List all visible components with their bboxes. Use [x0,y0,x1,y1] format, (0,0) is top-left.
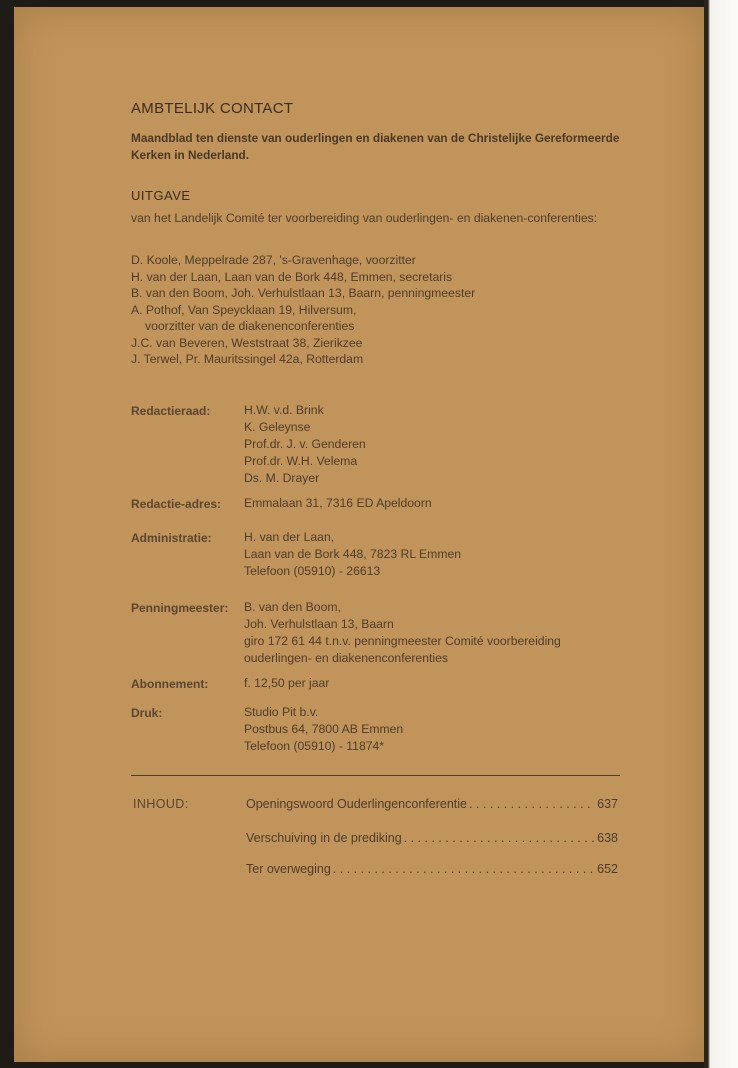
magazine-title: AMBTELIJK CONTACT [131,100,294,117]
administratie-label: Administratie: [131,531,212,545]
toc-entry-page: 638 [597,831,618,845]
toc-entry-title: Verschuiving in de prediking [246,831,402,845]
address-line: Telefoon (05910) - 26613 [244,564,381,578]
magazine-subtitle: Maandblad ten dienste van ouderlingen en diakenen van de Christelijke Gereformeerde Kerken in Nederland. [131,131,620,162]
page-edge [704,0,738,1068]
redactieraad-value [244,402,366,487]
address-line: Postbus 64, 7800 AB Emmen [244,722,404,736]
committee-member-role: voorzitter van de diakenenconferenties [145,319,355,333]
redactieraad-label: Redactieraad: [131,404,211,418]
redactie-adres-label: Redactie-adres: [131,497,222,511]
administratie-value [244,529,461,580]
toc-leader [469,797,595,811]
committee-member: H. van der Laan, Laan van de Bork 448, Emmen, secretaris [131,269,453,284]
address-line: H. van der Laan, [244,530,335,544]
committee-member: A. Pothof, Van Speycklaan 19, Hilversum, [131,302,357,317]
toc-entry [246,831,618,845]
committee-member: J. Terwel, Pr. Mauritssingel 42a, Rotterdam [131,352,364,366]
address-line: giro 172 61 44 t.n.v. penningmeester Comité voorbereiding [244,634,561,648]
editor-name: K. Geleynse [244,420,311,434]
address-line: ouderlingen- en diakenenconferenties [244,651,448,665]
editor-name: H.W. v.d. Brink [244,403,324,417]
toc-entry-page: 637 [597,797,618,811]
penningmeester-label: Penningmeester: [131,601,229,615]
address-line: Emmalaan 31, 7316 ED Apeldoorn [244,496,432,510]
committee-member: D. Koole, Meppelrade 287, 's-Gravenhage, voorzitter [131,253,416,267]
address-line: B. van den Boom, [244,600,341,614]
penningmeester-value [244,599,561,667]
uitgave-heading: UITGAVE [131,188,191,203]
contents-label: INHOUD: [133,797,189,811]
divider [131,775,620,776]
druk-value [244,704,403,755]
uitgave-intro: van het Landelijk Comité ter voorbereiding van ouderlingen- en diakenen-conferenties: [131,211,598,225]
committee-member: B. van den Boom, Joh. Verhulstlaan 13, Baarn, penningmeester [131,286,476,300]
toc-entry-page: 652 [597,862,618,876]
toc-leader [333,862,595,876]
druk-label: Druk: [131,706,163,720]
address-line: Laan van de Bork 448, 7823 RL Emmen [244,547,462,561]
committee-list [131,252,621,368]
address-line: Joh. Verhulstlaan 13, Baarn [244,617,394,631]
redactie-adres-value [244,495,432,512]
toc-entry-title: Openingswoord Ouderlingenconferentie [246,797,467,811]
price-line: f. 12,50 per jaar [244,676,330,690]
editor-name: Prof.dr. W.H. Velema [244,454,358,468]
editor-name: Prof.dr. J. v. Genderen [244,437,366,451]
toc-leader [404,831,595,845]
abonnement-value [244,675,329,692]
committee-member: J.C. van Beveren, Weststraat 38, Zierikzee [131,335,363,350]
address-line: Telefoon (05910) - 11874* [244,739,385,753]
abonnement-label: Abonnement: [131,677,209,691]
toc-entry [246,862,618,876]
toc-entry-title: Ter overweging [246,862,331,876]
address-line: Studio Pit b.v. [244,705,319,719]
toc-entry [246,797,618,811]
editor-name: Ds. M. Drayer [244,471,320,485]
